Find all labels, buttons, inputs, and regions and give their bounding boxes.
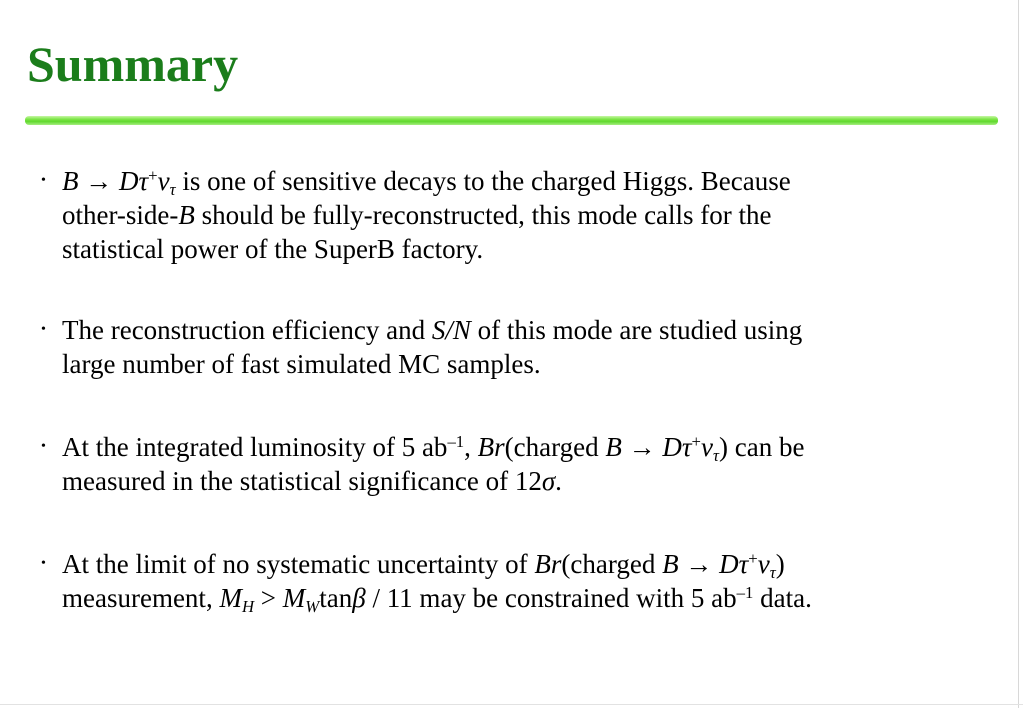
math-arrow: → xyxy=(621,432,663,462)
math-symbol: B xyxy=(62,166,79,196)
text-run: should be fully-reconstructed, this mode calls for the xyxy=(194,200,772,230)
math-superscript: –1 xyxy=(736,582,754,602)
bullet-line xyxy=(62,547,962,581)
right-border xyxy=(1018,0,1019,708)
text-run: (charged xyxy=(561,549,663,579)
math-superscript: –1 xyxy=(447,431,465,451)
math-symbol: B xyxy=(662,549,679,579)
math-symbol: S/N xyxy=(431,315,471,345)
bullet-dot: • xyxy=(41,173,46,188)
math-operator: > xyxy=(254,583,283,613)
math-subscript: H xyxy=(241,597,255,617)
bullet-dot: • xyxy=(41,322,46,337)
text-run: of this mode are studied using xyxy=(470,315,803,345)
math-symbol: B xyxy=(178,200,195,230)
text-run: ) xyxy=(775,549,785,579)
text-run: is one of sensitive decays to the charged Higgs. Because xyxy=(175,166,791,196)
bullet-text xyxy=(62,164,962,266)
math-symbol: τ xyxy=(738,549,749,579)
math-symbol: β xyxy=(352,583,366,613)
text-run: (charged xyxy=(504,432,606,462)
math-subscript: τ xyxy=(169,180,176,200)
math-symbol: ν xyxy=(757,549,770,579)
title-underline-bar xyxy=(25,116,998,125)
bullet-text xyxy=(62,547,962,615)
slide-title: Summary xyxy=(27,36,239,92)
math-symbol: τ xyxy=(681,432,692,462)
math-symbol: Br xyxy=(477,432,505,462)
math-superscript: + xyxy=(748,548,758,568)
math-symbol: M xyxy=(282,583,306,613)
bullet-line xyxy=(62,198,962,232)
math-arrow: → xyxy=(85,166,113,196)
text-run: , xyxy=(464,432,478,462)
math-subscript: W xyxy=(305,597,320,617)
math-superscript: + xyxy=(691,431,701,451)
math-arrow: → xyxy=(678,549,720,579)
math-symbol: M xyxy=(219,583,242,613)
math-symbol: ν xyxy=(701,432,713,462)
text-run: At the integrated luminosity of 5 ab xyxy=(62,432,448,462)
bottom-border xyxy=(0,704,1023,705)
bullet-text xyxy=(62,430,962,498)
math-symbol: B xyxy=(605,432,622,462)
bullet-line xyxy=(62,164,962,198)
text-run: tan xyxy=(319,583,353,613)
bullet-line xyxy=(62,430,962,464)
bullet-line: statistical power of the SuperB factory. xyxy=(62,234,484,264)
bullet-line xyxy=(62,313,962,347)
bullet-dot: • xyxy=(41,439,46,454)
text-run: other-side- xyxy=(62,200,179,230)
text-run: measured in the statistical significance of 12 xyxy=(62,466,542,496)
math-symbol: τ xyxy=(138,166,149,196)
bullet-line xyxy=(62,464,962,498)
math-symbol: D xyxy=(662,432,682,462)
math-symbol: D xyxy=(719,549,739,579)
bullet-line: large number of fast simulated MC samples. xyxy=(62,349,541,379)
text-run: measurement, xyxy=(62,583,220,613)
text-run: . xyxy=(555,466,562,496)
math-subscript: τ xyxy=(712,446,719,466)
math-symbol: D xyxy=(119,166,139,196)
math-symbol: ν xyxy=(157,166,170,196)
bullet-dot: • xyxy=(41,556,46,571)
math-symbol: σ xyxy=(541,466,556,496)
text-run: The reconstruction efficiency and xyxy=(62,315,432,345)
math-subscript: τ xyxy=(769,563,776,583)
bullet-line xyxy=(62,581,962,615)
bullet-text xyxy=(62,313,962,381)
math-symbol: Br xyxy=(534,549,562,579)
text-run: data. xyxy=(753,583,812,613)
math-superscript: + xyxy=(148,165,158,185)
text-run: / 11 may be constrained with 5 ab xyxy=(365,583,737,613)
text-run: At the limit of no systematic uncertainty of xyxy=(62,549,535,579)
text-run: ) can be xyxy=(718,432,805,462)
